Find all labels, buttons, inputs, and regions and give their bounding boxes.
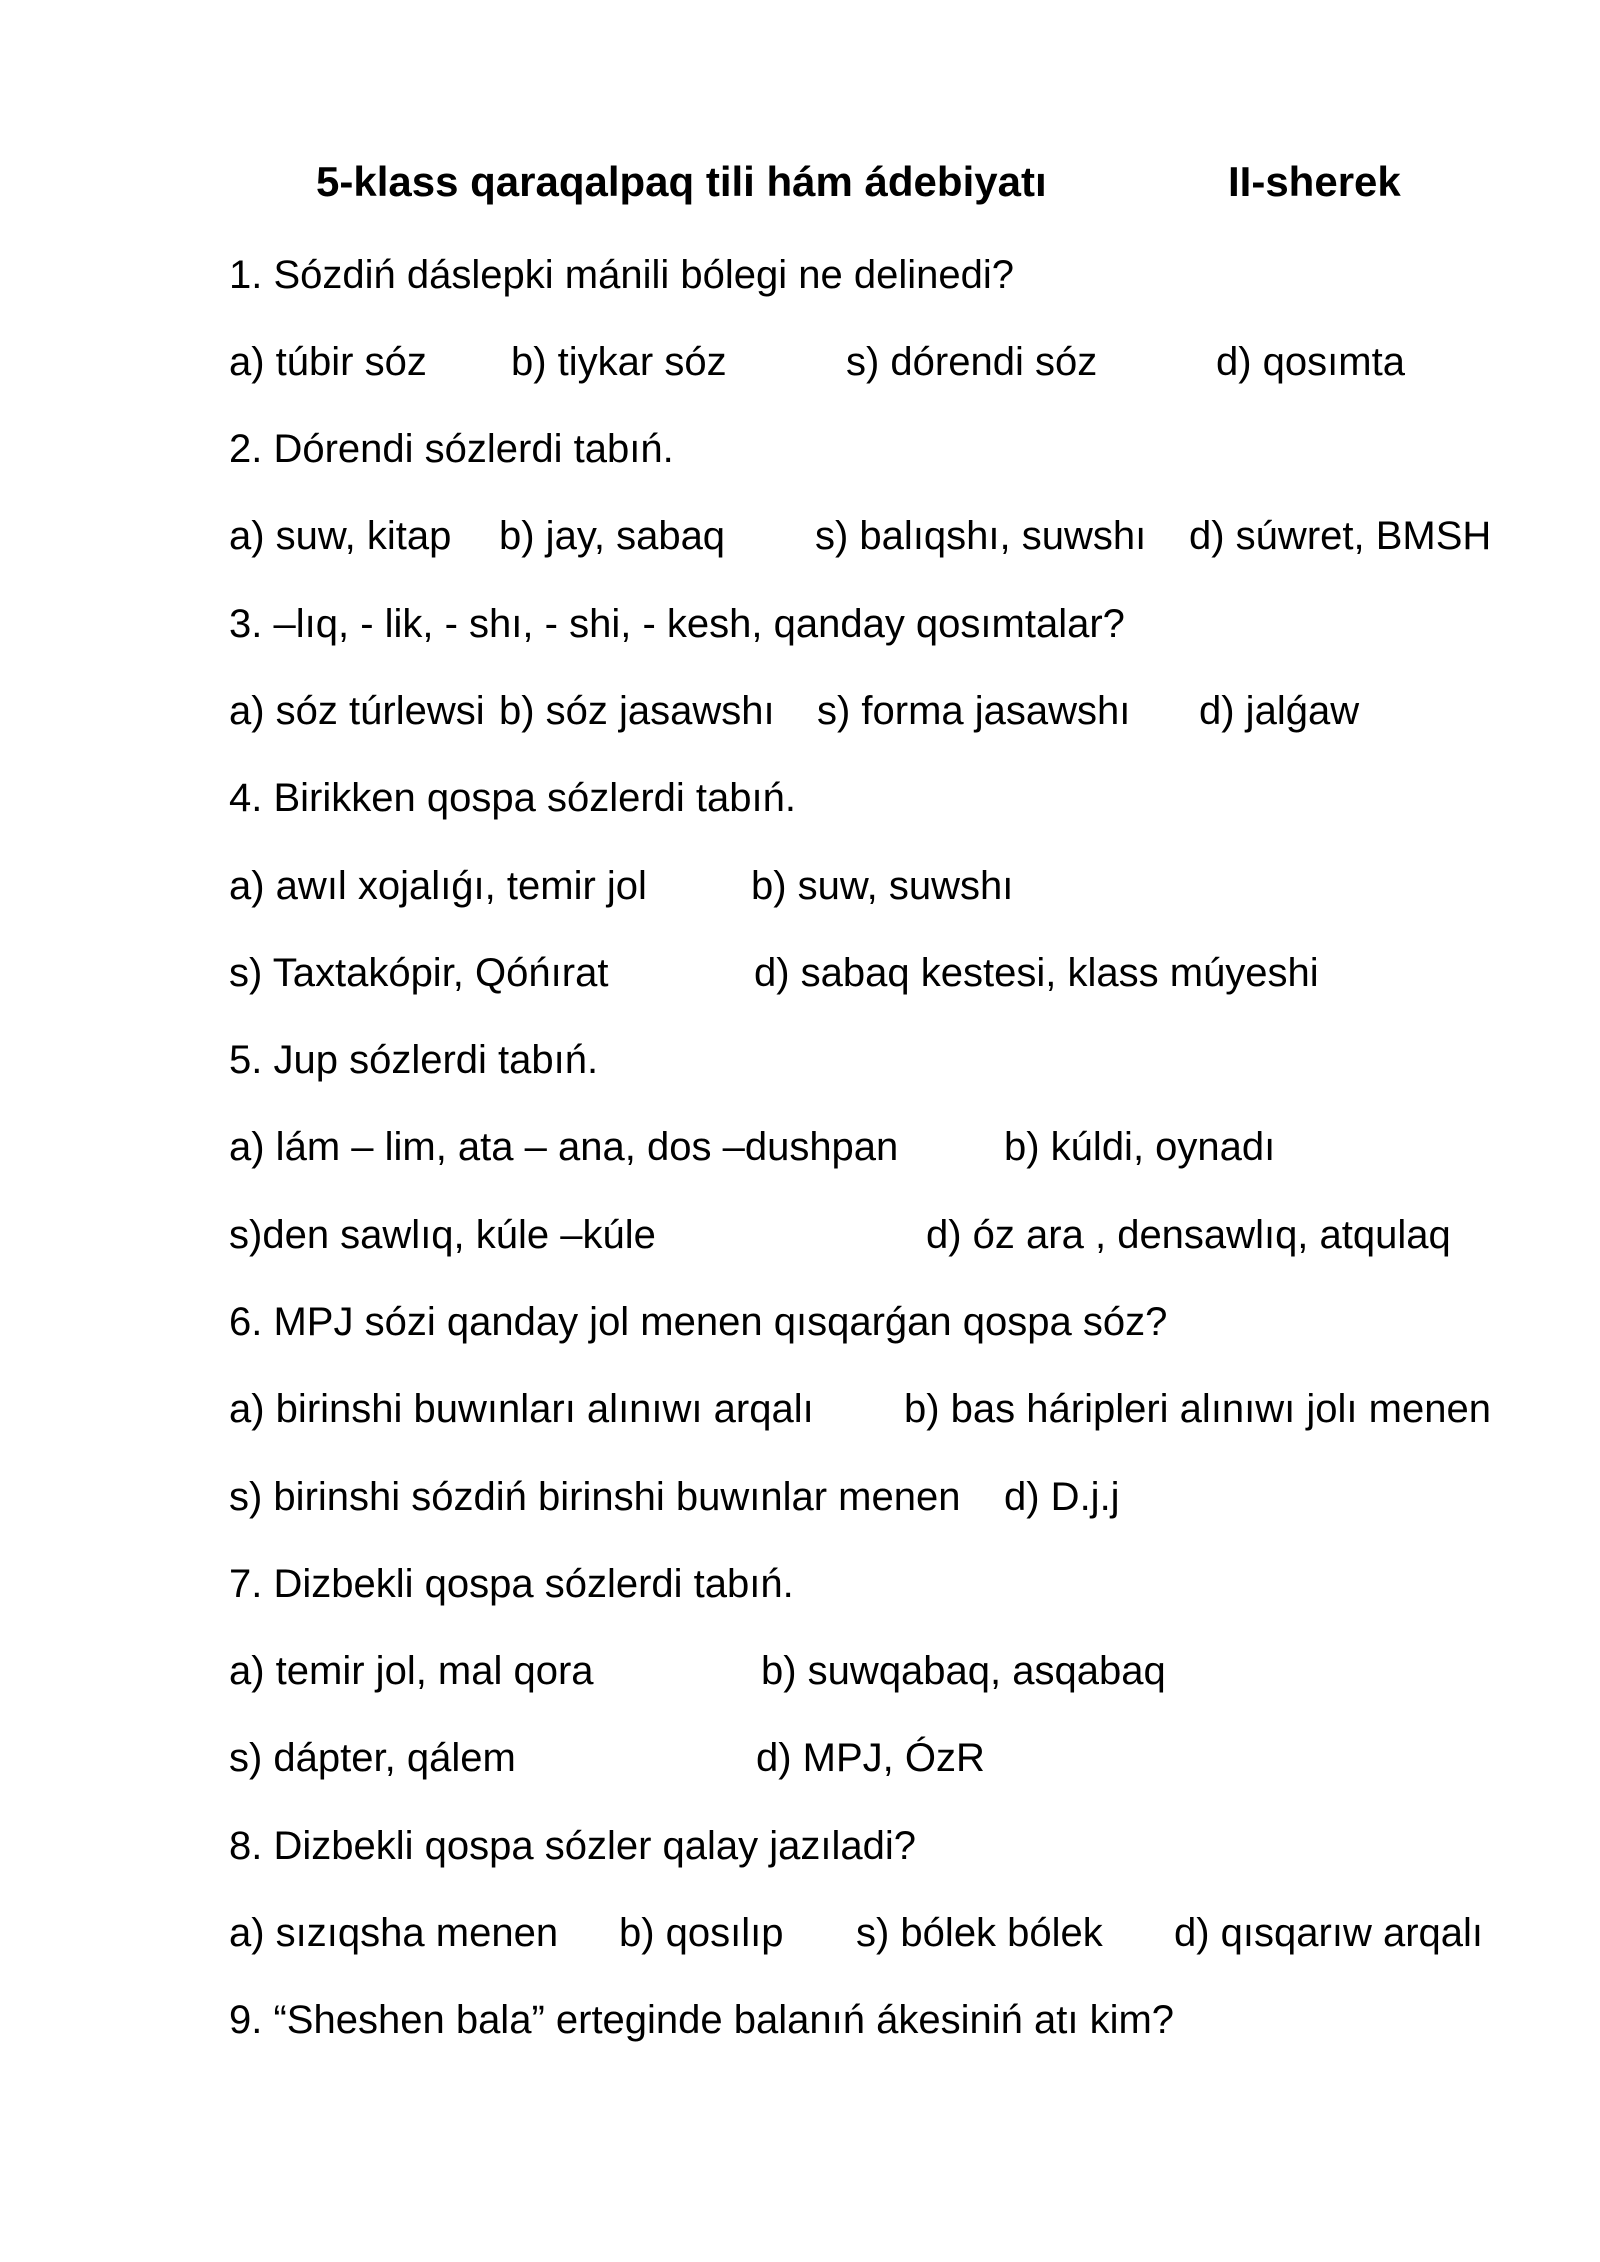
option-d: d) sabaq kestesi, klass múyeshi [754,951,1319,995]
option-b: b) jay, sabaq [499,514,726,558]
option-d: d) óz ara , densawlıq, atqulaq [926,1213,1451,1257]
option-s: s)den sawlıq, kúle –kúle [229,1213,656,1257]
option-d: d) MPJ, ÓzR [756,1736,985,1780]
option-b: b) qosılıp [619,1911,784,1955]
option-a: a) suw, kitap [229,514,452,558]
option-a: a) sóz túrlewsi [229,689,485,733]
option-d: d) D.j.j [1004,1475,1120,1519]
option-b: b) tiykar sóz [511,340,727,384]
question-text: 3. –lıq, - lik, - shı, - shi, - kesh, qanday qosımtalar? [229,602,1125,646]
option-b: b) kúldi, oynadı [1004,1125,1276,1169]
question-text: 1. Sózdiń dáslepki mánili bólegi ne delinedi? [229,253,1014,297]
option-a: a) túbir sóz [229,340,427,384]
variant-label: II-sherek [1228,158,1401,205]
option-s: s) birinshi sózdiń birinshi buwınlar menen [229,1475,961,1519]
option-s: s) dápter, qálem [229,1736,516,1780]
option-s: s) dórendi sóz [846,340,1098,384]
option-d: d) qısqarıw arqalı [1174,1911,1484,1955]
question-text: 6. MPJ sózi qanday jol menen qısqarǵan qospa sóz? [229,1300,1168,1344]
option-b: b) suw, suwshı [751,864,1014,908]
question-text: 8. Dizbekli qospa sózler qalay jazıladi? [229,1824,917,1868]
option-b: b) suwqabaq, asqabaq [761,1649,1166,1693]
option-a: a) lám – lim, ata – ana, dos –dushpan [229,1125,899,1169]
option-d: d) jalǵaw [1199,689,1360,733]
option-b: b) bas háripleri alınıwı jolı menen [904,1387,1491,1431]
option-d: d) súwret, BMSH [1189,514,1492,558]
option-s: s) bólek bólek [856,1911,1103,1955]
option-s: s) forma jasawshı [817,689,1131,733]
option-a: a) birinshi buwınları alınıwı arqalı [229,1387,814,1431]
option-b: b) sóz jasawshı [499,689,775,733]
question-text: 4. Birikken qospa sózlerdi tabıń. [229,776,796,820]
option-a: a) temir jol, mal qora [229,1649,594,1693]
page-title: 5-klass qaraqalpaq tili hám ádebiyatı [316,158,1047,205]
question-text: 7. Dizbekli qospa sózlerdi tabıń. [229,1562,794,1606]
option-d: d) qosımta [1216,340,1405,384]
option-a: a) awıl xojalıǵı, temir jol [229,864,647,908]
option-s: s) Taxtakópir, Qóńırat [229,951,609,995]
option-s: s) balıqshı, suwshı [815,514,1147,558]
question-text: 2. Dórendi sózlerdi tabıń. [229,427,674,471]
option-a: a) sızıqsha menen [229,1911,559,1955]
question-text: 5. Jup sózlerdi tabıń. [229,1038,599,1082]
question-text: 9. “Sheshen bala” erteginde balanıń ákesiniń atı kim? [229,1998,1175,2042]
